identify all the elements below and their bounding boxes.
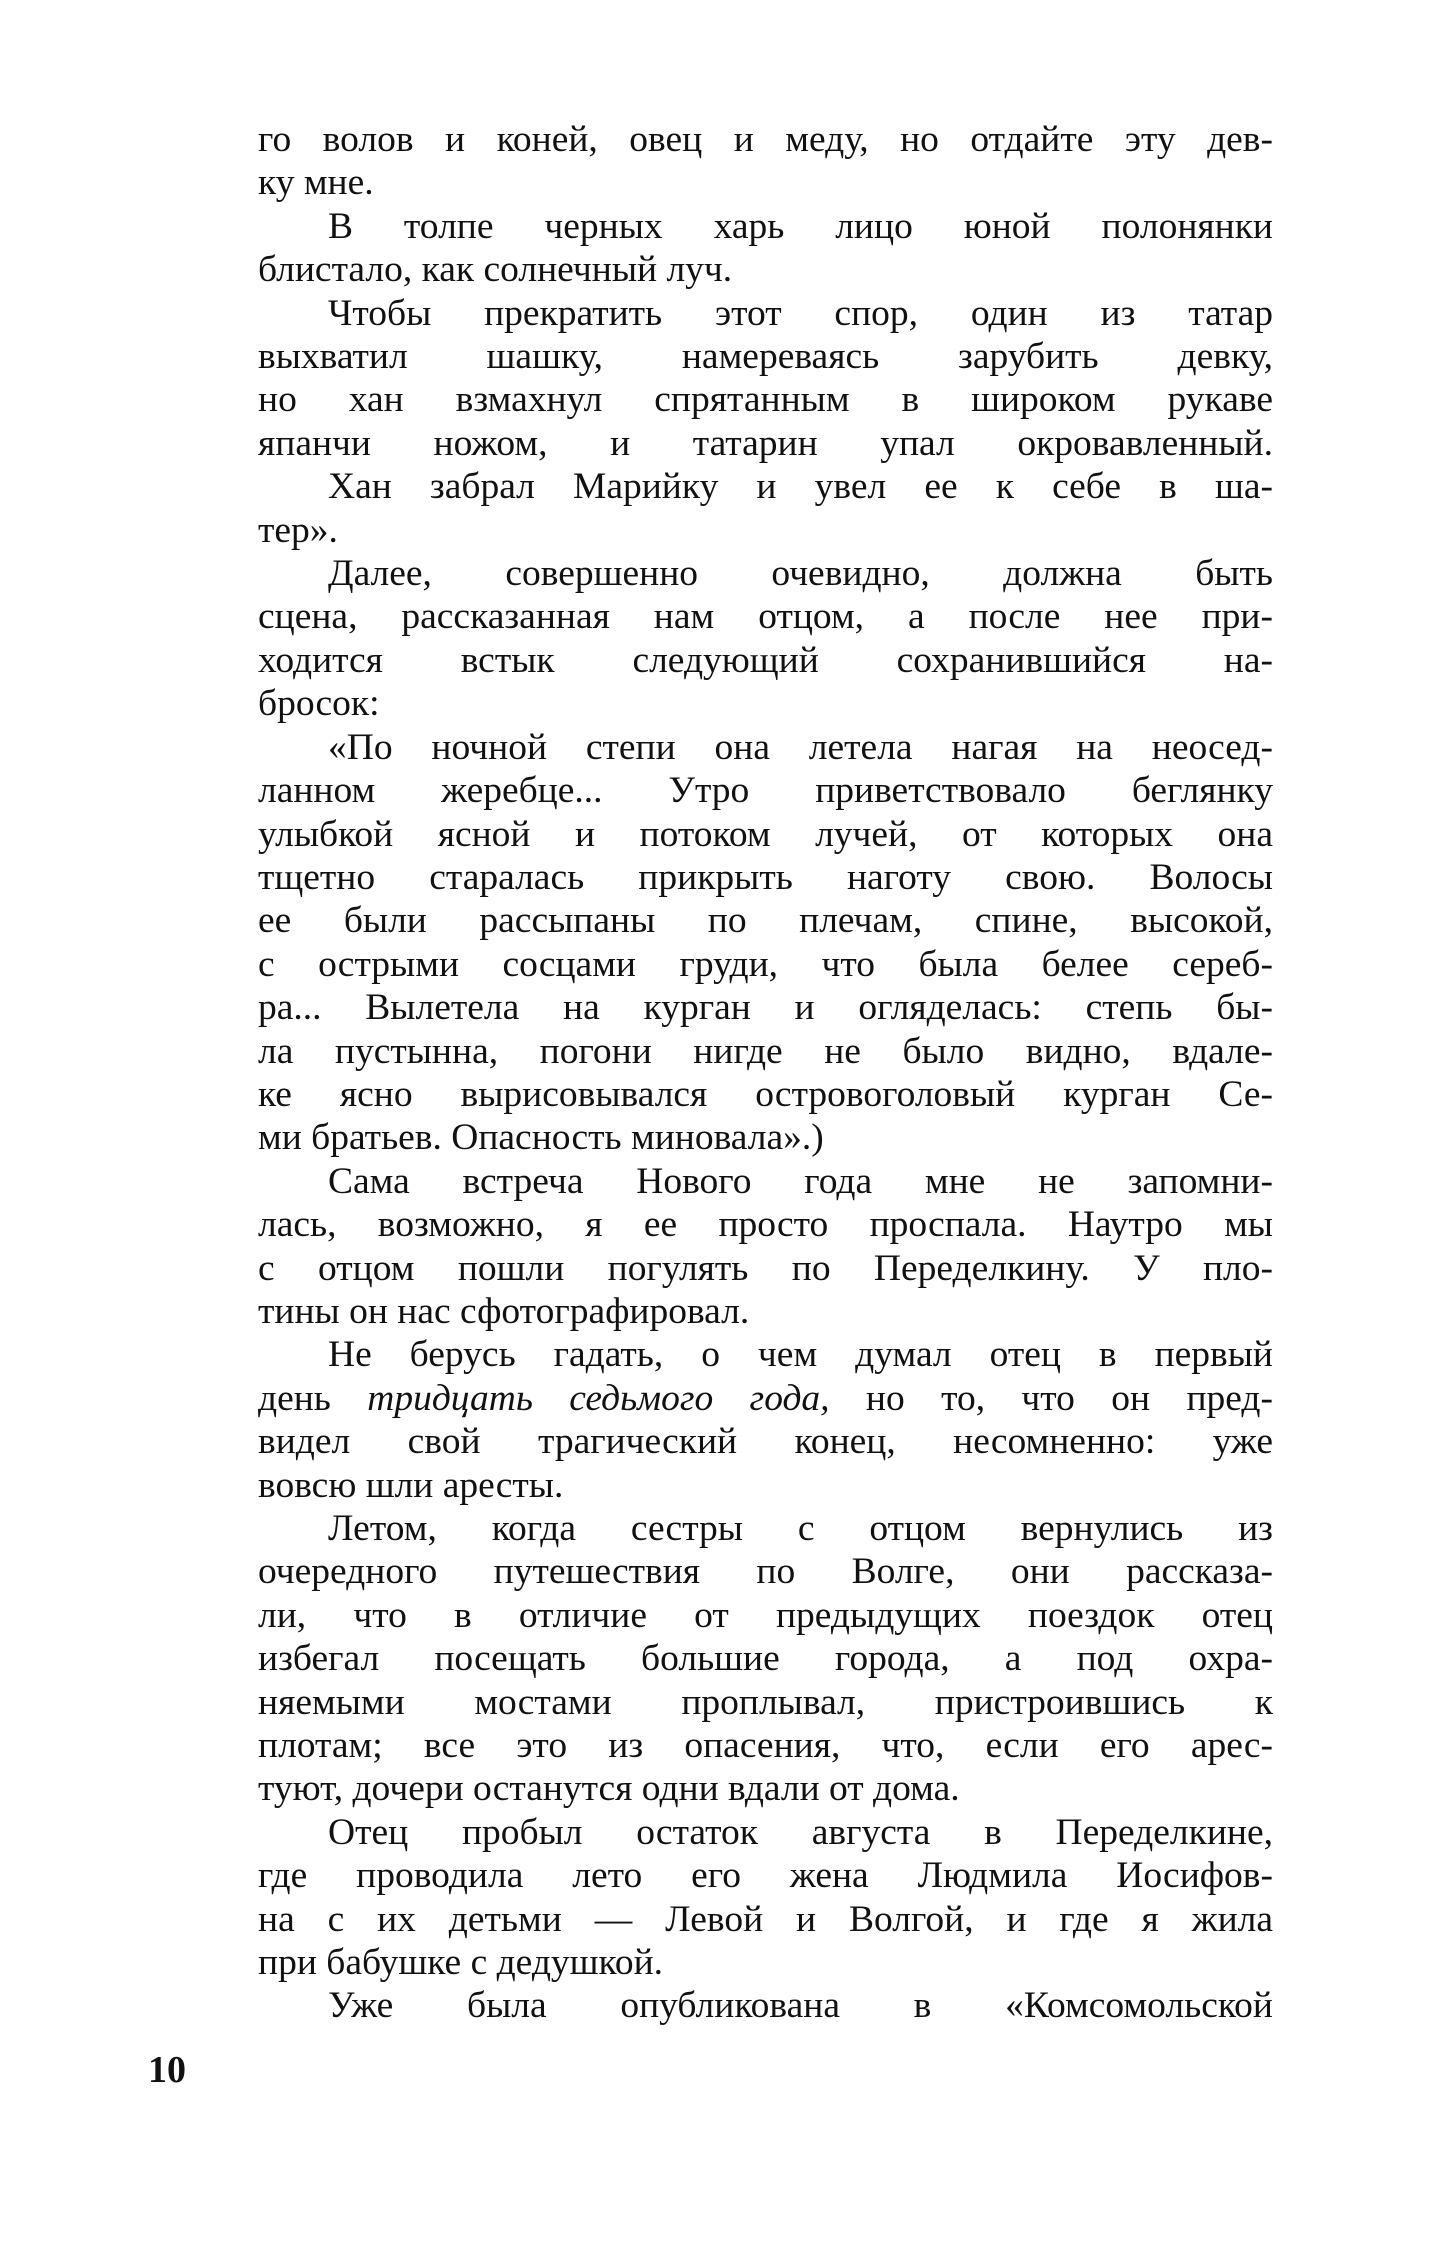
- text-line: Отец пробыл остаток августа в Переделкине,: [328, 1811, 1273, 1853]
- body-text: [258, 118, 1273, 2028]
- text-line: ку мне.: [258, 162, 374, 204]
- text-line: япанчи ножом, и татарин упал окровавленный.: [258, 422, 1273, 464]
- text-line: видел свой трагический конец, несомненно: уже: [258, 1421, 1273, 1463]
- italic-phrase: тридцать седьмого года,: [367, 1377, 830, 1419]
- text-line: выхватил шашку, намереваясь зарубить девку,: [258, 336, 1273, 378]
- text-line: ра... Вылетела на курган и огляделась: степь бы-: [258, 987, 1273, 1029]
- text-line: Чтобы прекратить этот спор, один из татар: [328, 292, 1273, 334]
- text-line: с острыми сосцами груди, что была белее сереб-: [258, 943, 1273, 985]
- text-line: очередного путешествия по Волге, они рассказа-: [258, 1551, 1273, 1593]
- text-line-with-italic: [258, 1377, 1273, 1420]
- text-line: ходится встык следующий сохранившийся на-: [258, 639, 1273, 681]
- text-line: где проводила лето его жена Людмила Иосифов-: [258, 1855, 1273, 1897]
- text-line: ее были рассыпаны по плечам, спине, высокой,: [258, 900, 1273, 942]
- text-line: Далее, совершенно очевидно, должна быть: [328, 553, 1273, 595]
- text-line: лась, возможно, я ее просто проспала. Наутро мы: [258, 1204, 1273, 1246]
- text-line: В толпе черных харь лицо юной полонянки: [328, 205, 1273, 247]
- text-line: ке ясно вырисовывался островоголовый курган Се-: [258, 1073, 1273, 1115]
- text-line: Не берусь гадать, о чем думал отец в первый: [328, 1334, 1273, 1376]
- text-line: на с их детьми — Левой и Волгой, и где я жила: [258, 1898, 1273, 1940]
- text-line: Летом, когда сестры с отцом вернулись из: [328, 1508, 1273, 1549]
- text-line: тер».: [258, 509, 338, 551]
- text-line: плотам; все это из опасения, что, если его арес-: [258, 1725, 1273, 1767]
- text-line: блистало, как солнечный луч.: [258, 249, 733, 291]
- text-line: тины он нас сфотографировал.: [258, 1290, 750, 1332]
- text-line: Уже была опубликована в «Комсомольской: [328, 1985, 1273, 2027]
- text-line: туют, дочери останутся одни вдали от дома.: [258, 1768, 960, 1810]
- text-line: няемыми мостами проплывал, пристроившись к: [258, 1681, 1273, 1723]
- text-line: Сама встреча Нового года мне не запомни-: [328, 1160, 1273, 1202]
- text-line: но хан взмахнул спрятанным в широком рукаве: [258, 379, 1273, 421]
- text-line: вовсю шли аресты.: [258, 1464, 564, 1506]
- text-line: ла пустынна, погони нигде не было видно, вдале-: [258, 1030, 1273, 1072]
- page-number: 10: [148, 2049, 186, 2091]
- text-line: при бабушке с дедушкой.: [258, 1942, 664, 1984]
- text-line: ланном жеребце... Утро приветствовало беглянку: [258, 770, 1273, 812]
- text-line: ли, что в отличие от предыдущих поездок отец: [258, 1594, 1273, 1636]
- text-line: улыбкой ясной и потоком лучей, от которых она: [258, 813, 1273, 855]
- text-line: сцена, рассказанная нам отцом, а после нее при-: [258, 596, 1273, 638]
- text-line: Хан забрал Марийку и увел ее к себе в ша-: [328, 466, 1273, 508]
- text-run: день: [258, 1377, 368, 1419]
- text-line: с отцом пошли погулять по Переделкину. У пло-: [258, 1247, 1273, 1289]
- text-line: «По ночной степи она летела нагая на неосед-: [328, 726, 1273, 768]
- text-line: избегал посещать большие города, а под охра-: [258, 1638, 1273, 1680]
- text-run: но то, что он пред-: [829, 1377, 1273, 1419]
- text-line: го волов и коней, овец и меду, но отдайте эту дев-: [258, 119, 1273, 160]
- text-line: тщетно старалась прикрыть наготу свою. Волосы: [258, 856, 1273, 898]
- text-line: ми братьев. Опасность миновала».): [258, 1117, 824, 1159]
- text-line: бросок:: [258, 683, 380, 725]
